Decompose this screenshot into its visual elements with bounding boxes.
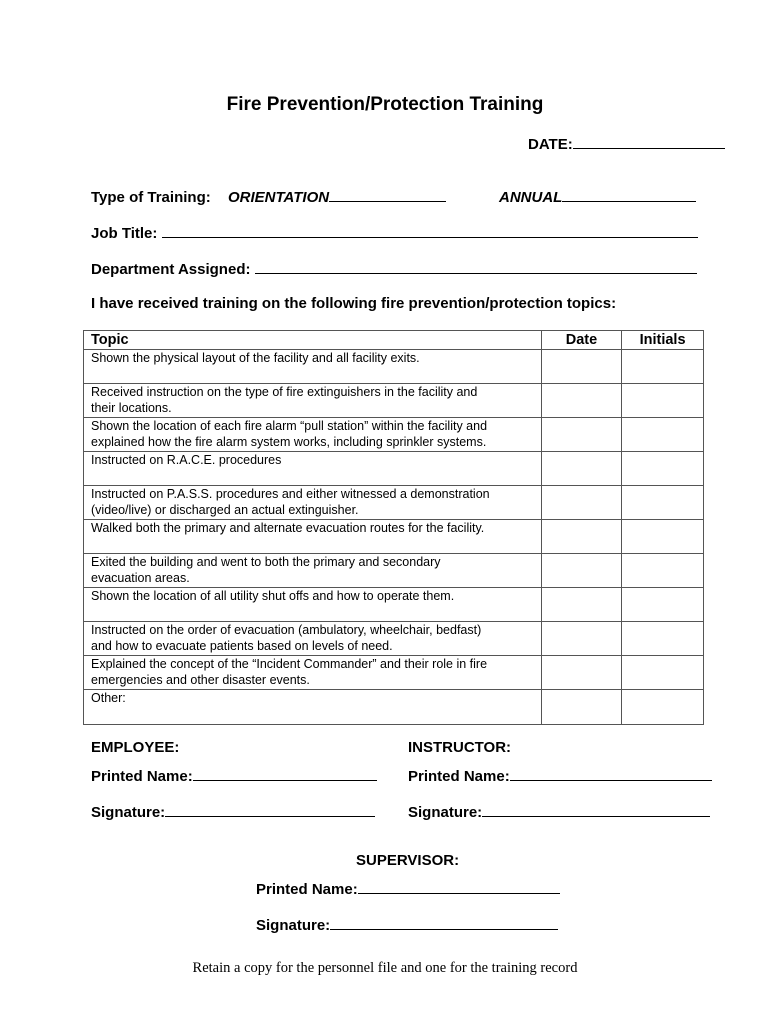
topic-line: Shown the location of each fire alarm “pull station” within the facility and (91, 419, 488, 433)
table-row (84, 656, 704, 690)
topic-line: Received instruction on the type of fire extinguishers in the facility and (91, 385, 478, 399)
topic-cell (84, 588, 542, 622)
topic-line: Exited the building and went to both the primary and secondary (91, 555, 441, 569)
topic-line: their locations. (91, 401, 172, 415)
table-header-row (84, 331, 704, 350)
table-row (84, 486, 704, 520)
annual-label: ANNUAL (499, 189, 563, 206)
annual-field[interactable] (499, 189, 696, 206)
initials-cell[interactable] (622, 622, 704, 656)
initials-cell[interactable] (622, 418, 704, 452)
initials-cell[interactable] (622, 656, 704, 690)
supervisor-printed-name-label: Printed Name: (256, 881, 358, 898)
department-blank[interactable] (255, 261, 697, 274)
header-date: Date (541, 331, 621, 350)
retention-note: Retain a copy for the personnel file and one for the training record (192, 960, 578, 976)
date-cell[interactable] (541, 690, 621, 725)
date-cell[interactable] (541, 656, 621, 690)
date-cell[interactable] (541, 486, 621, 520)
table-row (84, 588, 704, 622)
supervisor-signature-field[interactable] (256, 917, 558, 934)
table-row (84, 350, 704, 384)
topic-cell (84, 690, 542, 725)
topic-line: emergencies and other disaster events. (91, 673, 310, 687)
header-topic: Topic (84, 331, 542, 350)
instructor-printed-name-label: Printed Name: (408, 768, 510, 785)
topic-cell (84, 452, 542, 486)
instructor-signature-field[interactable] (408, 804, 710, 821)
topic-line: Other: (91, 691, 126, 705)
training-statement: I have received training on the following fire prevention/protection topics: (91, 295, 617, 312)
initials-cell[interactable] (622, 350, 704, 384)
initials-cell[interactable] (622, 486, 704, 520)
date-cell[interactable] (541, 384, 621, 418)
table-row (84, 452, 704, 486)
instructor-signature-label: Signature: (408, 804, 483, 821)
instructor-printed-name-field[interactable] (408, 768, 712, 785)
form-title: Fire Prevention/Protection Training (226, 94, 544, 115)
table-row (84, 520, 704, 554)
department-label: Department Assigned: (91, 261, 251, 278)
topic-line: Shown the physical layout of the facility and all facility exits. (91, 351, 420, 365)
date-cell[interactable] (541, 622, 621, 656)
topic-cell (84, 350, 542, 384)
instructor-printed-name-blank[interactable] (510, 768, 712, 781)
type-of-training-label: Type of Training: (91, 189, 211, 206)
date-cell[interactable] (541, 554, 621, 588)
department-field[interactable] (91, 261, 697, 278)
orientation-blank[interactable] (329, 189, 446, 202)
topic-cell (84, 486, 542, 520)
topic-cell (84, 622, 542, 656)
initials-cell[interactable] (622, 452, 704, 486)
employee-signature-label: Signature: (91, 804, 166, 821)
date-cell[interactable] (541, 350, 621, 384)
table-row (84, 554, 704, 588)
topic-cell (84, 656, 542, 690)
topic-line: Explained the concept of the “Incident Commander” and their role in fire (91, 657, 488, 671)
initials-cell[interactable] (622, 384, 704, 418)
employee-signature-field[interactable] (91, 804, 375, 821)
supervisor-signature-blank[interactable] (330, 917, 558, 930)
supervisor-printed-name-field[interactable] (256, 881, 560, 898)
table-row (84, 690, 704, 725)
employee-signature-blank[interactable] (165, 804, 375, 817)
topic-cell (84, 418, 542, 452)
date-field[interactable] (528, 136, 725, 153)
orientation-field[interactable] (228, 189, 446, 206)
topic-line: Instructed on P.A.S.S. procedures and either witnessed a demonstration (91, 487, 490, 501)
initials-cell[interactable] (622, 690, 704, 725)
employee-printed-name-blank[interactable] (193, 768, 377, 781)
topic-cell (84, 520, 542, 554)
initials-cell[interactable] (622, 588, 704, 622)
date-label: DATE: (528, 136, 573, 153)
annual-blank[interactable] (562, 189, 696, 202)
date-blank[interactable] (573, 136, 725, 149)
topic-cell (84, 554, 542, 588)
supervisor-printed-name-blank[interactable] (358, 881, 560, 894)
topic-line: Instructed on R.A.C.E. procedures (91, 453, 282, 467)
employee-printed-name-field[interactable] (91, 768, 377, 785)
topic-line: Walked both the primary and alternate evacuation routes for the facility. (91, 521, 485, 535)
instructor-signature-blank[interactable] (482, 804, 710, 817)
date-cell[interactable] (541, 452, 621, 486)
topic-line: Instructed on the order of evacuation (ambulatory, wheelchair, bedfast) (91, 623, 482, 637)
orientation-label: ORIENTATION (228, 189, 330, 206)
topic-line: evacuation areas. (91, 571, 190, 585)
initials-cell[interactable] (622, 554, 704, 588)
topic-cell (84, 384, 542, 418)
date-cell[interactable] (541, 588, 621, 622)
supervisor-heading: SUPERVISOR: (356, 852, 460, 869)
table-row (84, 418, 704, 452)
table-row (84, 384, 704, 418)
job-title-field[interactable] (91, 225, 698, 242)
employee-printed-name-label: Printed Name: (91, 768, 193, 785)
date-cell[interactable] (541, 520, 621, 554)
initials-cell[interactable] (622, 520, 704, 554)
topic-line: explained how the fire alarm system works, including sprinkler systems. (91, 435, 487, 449)
topic-line: (video/live) or discharged an actual extinguisher. (91, 503, 359, 517)
instructor-heading: INSTRUCTOR: (408, 739, 512, 756)
table-row (84, 622, 704, 656)
job-title-label: Job Title: (91, 225, 158, 242)
job-title-blank[interactable] (162, 225, 698, 238)
topic-line: and how to evacuate patients based on levels of need. (91, 639, 393, 653)
date-cell[interactable] (541, 418, 621, 452)
supervisor-signature-label: Signature: (256, 917, 331, 934)
topic-line: Shown the location of all utility shut offs and how to operate them. (91, 589, 455, 603)
employee-heading: EMPLOYEE: (91, 739, 180, 756)
header-initials: Initials (622, 331, 704, 350)
training-topics-table (83, 330, 704, 725)
